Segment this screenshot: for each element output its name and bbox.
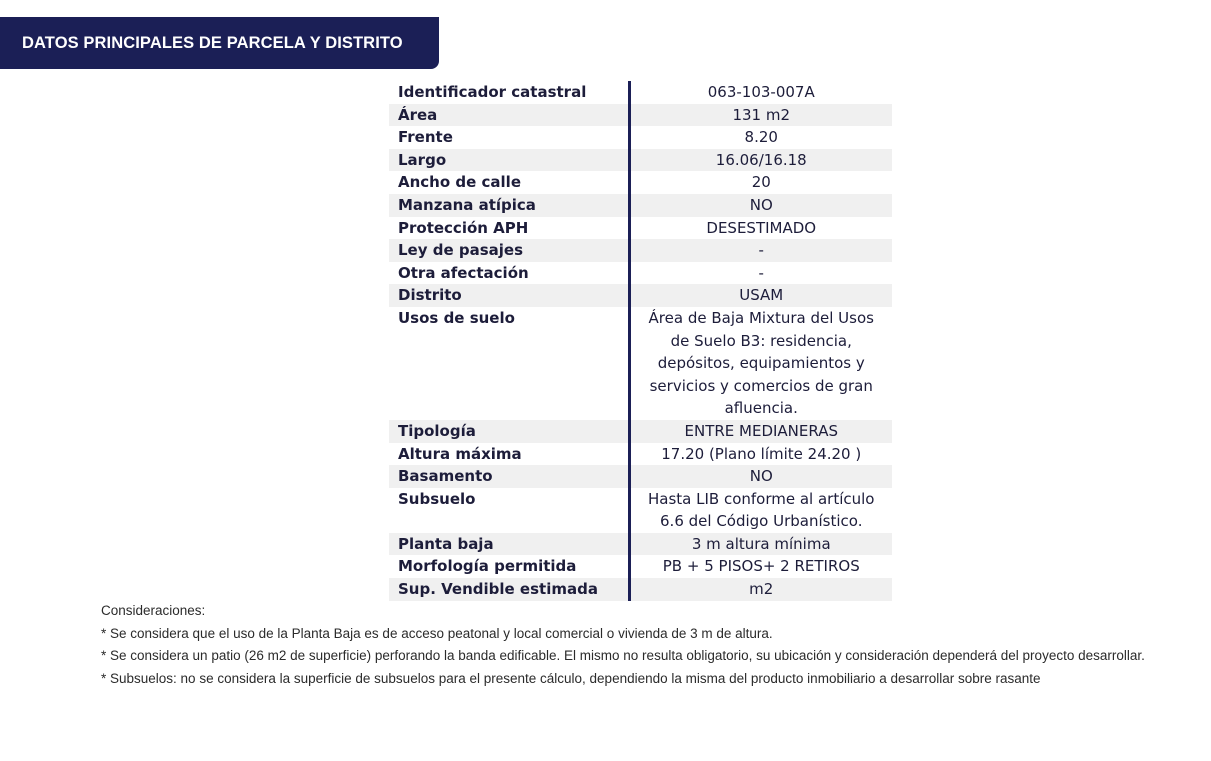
row-value: 17.20 (Plano límite 24.20 )	[629, 443, 892, 466]
table-row	[389, 194, 892, 217]
row-value: USAM	[629, 284, 892, 307]
row-value: 3 m altura mínima	[629, 533, 892, 556]
row-value: NO	[629, 194, 892, 217]
table-row	[389, 488, 892, 533]
table-row	[389, 104, 892, 127]
table-row	[389, 578, 892, 601]
notes-heading: Consideraciones:	[101, 603, 206, 618]
table-row	[389, 284, 892, 307]
row-value: -	[629, 239, 892, 262]
table-row	[389, 465, 892, 488]
table-row	[389, 443, 892, 466]
table-row	[389, 420, 892, 443]
row-value: DESESTIMADO	[629, 217, 892, 240]
parcel-data-table	[389, 81, 892, 601]
row-label: Área	[389, 104, 629, 127]
row-value: -	[629, 262, 892, 285]
row-label: Frente	[398, 128, 453, 147]
row-value: PB + 5 PISOS+ 2 RETIROS	[629, 555, 892, 578]
section-title: DATOS PRINCIPALES DE PARCELA Y DISTRITO	[22, 33, 403, 52]
considerations-notes	[101, 600, 1191, 690]
table-row	[389, 262, 892, 285]
row-value: 20	[629, 171, 892, 194]
table-row	[389, 555, 892, 578]
table-row	[389, 126, 892, 149]
row-value: 063-103-007A	[629, 81, 892, 104]
row-label: Altura máxima	[398, 444, 522, 463]
table-row	[389, 239, 892, 262]
row-value: Hasta LIB conforme al artículo 6.6 del Código Urbanístico.	[629, 488, 892, 533]
row-value: 131 m2	[629, 104, 892, 127]
row-label: Identificador catastral	[398, 83, 587, 101]
row-value: m2	[629, 578, 892, 601]
row-label: Ancho de calle	[398, 173, 521, 192]
table-row	[389, 533, 892, 556]
table-row	[389, 217, 892, 240]
row-label: Subsuelo	[398, 489, 476, 508]
row-label: Sup. Vendible estimada	[389, 578, 629, 601]
row-label: Planta baja	[389, 533, 629, 556]
row-label: Tipología	[389, 420, 629, 443]
row-label: Distrito	[389, 284, 629, 307]
section-header	[0, 17, 439, 69]
note-item: * Se considera un patio (26 m2 de superficie) perforando la banda edificable. El mismo no resulta obligatorio, su ubicación y consideración dependerá del proyecto desarrollar.	[101, 648, 1145, 663]
row-label: Basamento	[389, 465, 629, 488]
row-label: Largo	[389, 149, 629, 172]
table-row	[389, 171, 892, 194]
row-label: Morfología permitida	[398, 557, 577, 576]
row-label: Protección APH	[398, 218, 529, 237]
table-row	[389, 307, 892, 420]
row-value: 16.06/16.18	[629, 149, 892, 172]
row-label: Otra afectación	[398, 263, 529, 282]
table-row	[389, 149, 892, 172]
row-value: Área de Baja Mixtura del Usos de Suelo B3: residencia, depósitos, equipamientos y servicios y comercios de gran afluencia.	[629, 307, 892, 420]
row-label: Usos de suelo	[398, 308, 515, 327]
note-item: * Se considera que el uso de la Planta Baja es de acceso peatonal y local comercial o vivienda de 3 m de altura.	[101, 625, 773, 641]
row-label: Manzana atípica	[389, 194, 629, 217]
row-value: NO	[629, 465, 892, 488]
note-item: * Subsuelos: no se considera la superficie de subsuelos para el presente cálculo, dependiendo la misma del producto inmobiliario a desarrollar sobre rasante	[101, 670, 1041, 686]
row-value: ENTRE MEDIANERAS	[629, 420, 892, 443]
table-row	[389, 81, 892, 104]
row-label: Ley de pasajes	[389, 239, 629, 262]
row-value: 8.20	[629, 126, 892, 149]
